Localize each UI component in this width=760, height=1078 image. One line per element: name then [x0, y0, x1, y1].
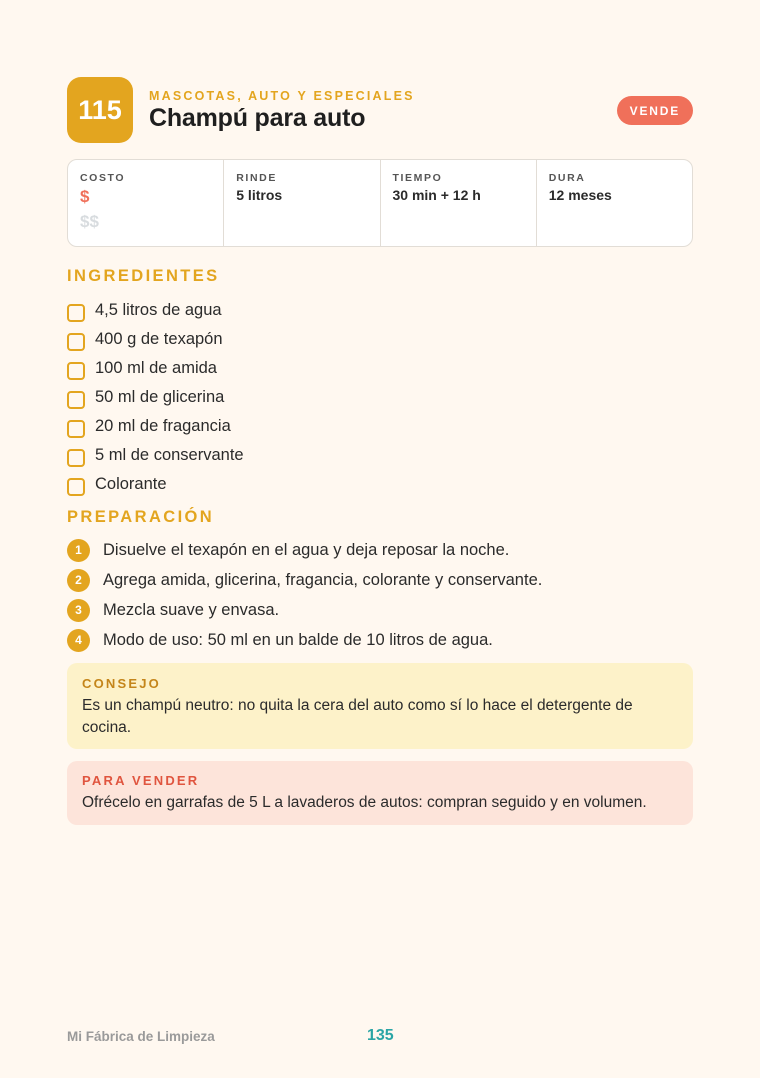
ingredient-item[interactable] — [67, 470, 244, 499]
cost-inactive: $$ — [80, 212, 99, 231]
step-number: 3 — [67, 599, 90, 622]
step-text: Disuelve el texapón en el agua y deja reposar la noche. — [103, 540, 510, 559]
step-text: Modo de uso: 50 ml en un balde de 10 litros de agua. — [103, 630, 493, 649]
book-title: Mi Fábrica de Limpieza — [67, 1029, 215, 1044]
page-number: 135 — [367, 1027, 394, 1044]
preparation-title: PREPARACIÓN — [67, 508, 215, 526]
stat-yield — [224, 160, 380, 246]
step-item — [67, 595, 542, 625]
ingredient-item[interactable] — [67, 412, 244, 441]
checkbox-icon[interactable] — [67, 478, 85, 496]
step-number: 4 — [67, 629, 90, 652]
checkbox-icon[interactable] — [67, 420, 85, 438]
step-item — [67, 535, 542, 565]
sell-badge: VENDE — [617, 96, 693, 125]
stat-cost-label: COSTO — [80, 172, 126, 184]
cost-active: $ — [80, 187, 90, 206]
ingredient-item[interactable] — [67, 325, 244, 354]
sell-label: PARA VENDER — [82, 773, 200, 788]
recipe-header — [67, 77, 693, 143]
stat-lasts-value: 12 meses — [548, 187, 612, 203]
checkbox-icon[interactable] — [67, 304, 85, 322]
recipe-title: Champú para auto — [149, 104, 366, 132]
stat-lasts — [537, 160, 692, 246]
step-item — [67, 565, 542, 595]
recipe-number: 115 — [67, 77, 133, 143]
ingredient-text: 4,5 litros de agua — [95, 301, 222, 319]
checkbox-icon[interactable] — [67, 362, 85, 380]
ingredient-item[interactable] — [67, 441, 244, 470]
ingredient-text: 20 ml de fragancia — [95, 417, 231, 435]
step-number: 2 — [67, 569, 90, 592]
stat-lasts-label: DURA — [548, 172, 586, 184]
step-item — [67, 625, 542, 655]
ingredient-text: 400 g de texapón — [95, 330, 223, 348]
ingredient-text: Colorante — [95, 475, 167, 493]
checkbox-icon[interactable] — [67, 333, 85, 351]
ingredient-item[interactable] — [67, 296, 244, 325]
sell-text: Ofrécelo en garrafas de 5 L a lavaderos de autos: compran seguido y en volumen. — [82, 794, 647, 811]
ingredient-text: 5 ml de conservante — [95, 446, 244, 464]
recipe-category: MASCOTAS, AUTO Y ESPECIALES — [149, 89, 415, 103]
ingredient-item[interactable] — [67, 354, 244, 383]
tip-label: CONSEJO — [82, 676, 161, 691]
stat-time-label: TIEMPO — [392, 172, 443, 184]
stat-cost — [68, 160, 224, 246]
ingredient-item[interactable] — [67, 383, 244, 412]
checkbox-icon[interactable] — [67, 449, 85, 467]
checkbox-icon[interactable] — [67, 391, 85, 409]
ingredients-list — [67, 296, 244, 499]
preparation-steps — [67, 535, 542, 655]
stat-yield-label: RINDE — [236, 172, 277, 184]
step-text: Agrega amida, glicerina, fragancia, colorante y conservante. — [103, 570, 543, 589]
tip-box — [67, 663, 693, 749]
stat-time-value: 30 min + 12 h — [392, 187, 481, 203]
step-number: 1 — [67, 539, 90, 562]
tip-text: Es un champú neutro: no quita la cera del auto como sí lo hace el detergente de cocina. — [82, 697, 633, 736]
sell-box — [67, 761, 693, 825]
stat-time — [381, 160, 537, 246]
step-text: Mezcla suave y envasa. — [103, 600, 280, 619]
recipe-stats — [67, 159, 693, 247]
ingredients-title: INGREDIENTES — [67, 267, 220, 285]
stat-yield-value: 5 litros — [236, 187, 283, 203]
ingredient-text: 50 ml de glicerina — [95, 388, 225, 406]
ingredient-text: 100 ml de amida — [95, 359, 217, 377]
